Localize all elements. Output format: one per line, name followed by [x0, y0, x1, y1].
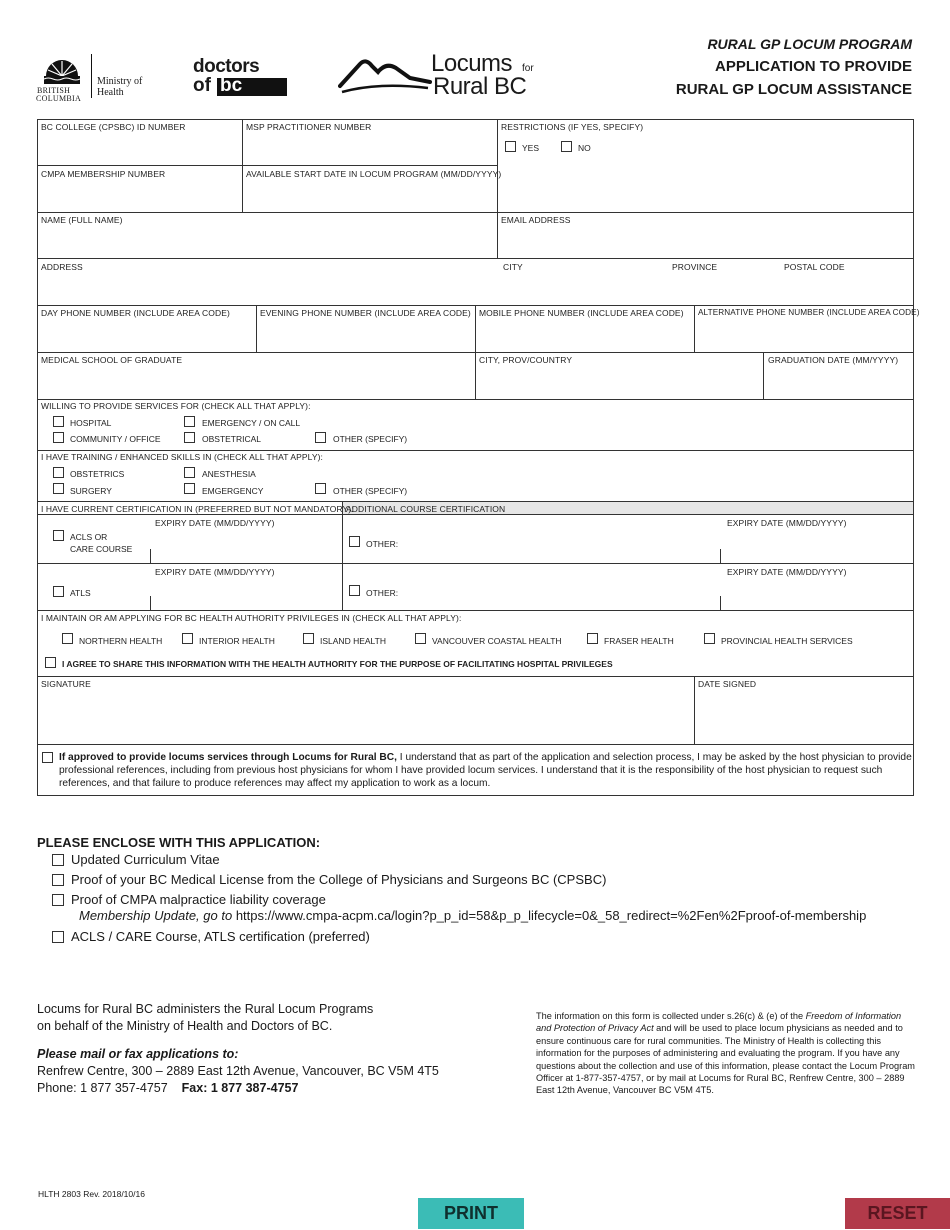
start-date-field[interactable]	[243, 179, 497, 212]
doctors-of-bc-logo	[193, 56, 288, 98]
admin-text-2: on behalf of the Ministry of Health and Doctors of BC.	[37, 1019, 333, 1033]
fax-number: Fax: 1 877 387-4757	[181, 1081, 299, 1095]
privacy-notice	[536, 1010, 916, 1097]
rural-bc-word: Rural BC	[433, 73, 527, 100]
locums-word: Locums	[431, 50, 513, 77]
date-signed-label: DATE SIGNED	[698, 679, 757, 689]
training-other-label: OTHER (SPECIFY)	[333, 486, 408, 496]
province-field[interactable]	[668, 272, 780, 305]
acls-label-1: ACLS OR	[70, 532, 108, 542]
island-health-checkbox[interactable]	[303, 633, 314, 644]
mail-heading: Please mail or fax applications to:	[37, 1047, 239, 1061]
row-divider	[37, 676, 914, 677]
med-school-label: MEDICAL SCHOOL OF GRADUATE	[41, 355, 183, 365]
print-button[interactable]: PRINT	[418, 1198, 524, 1229]
school-city-field[interactable]	[476, 365, 763, 399]
atls-label: ATLS	[70, 588, 91, 598]
address-field[interactable]	[38, 272, 497, 305]
logo-divider	[91, 54, 92, 98]
cmpa-number-field[interactable]	[38, 179, 242, 212]
community-office-label: COMMUNITY / OFFICE	[70, 434, 161, 444]
phone-number: Phone: 1 877 357-4757	[37, 1081, 168, 1095]
obstetrical-label: OBSTETRICAL	[202, 434, 262, 444]
hospital-checkbox[interactable]	[53, 416, 64, 427]
other-cert-2-label: OTHER:	[366, 588, 399, 598]
enclose-cmpa-checkbox[interactable]	[52, 894, 64, 906]
row-divider	[37, 165, 497, 166]
full-name-field[interactable]	[38, 225, 497, 258]
cmpa-membership-note	[79, 908, 866, 923]
hospital-label: HOSPITAL	[70, 418, 112, 428]
enclose-license-checkbox[interactable]	[52, 874, 64, 886]
restrictions-label: RESTRICTIONS (IF YES, SPECIFY)	[501, 122, 644, 132]
cmpa-url-link[interactable]: https://www.cmpa-acpm.ca/login?p_p_id=58&p_p_lifecycle=0&_58_redirect=%2Fen%2Fproof-of-membership	[232, 908, 867, 923]
bc-logo-text-1: BRITISH	[37, 86, 71, 95]
day-phone-label: DAY PHONE NUMBER (INCLUDE AREA CODE)	[41, 308, 230, 318]
bc-government-logo	[36, 52, 156, 103]
training-label: I HAVE TRAINING / ENHANCED SKILLS IN (CHECK ALL THAT APPLY):	[41, 452, 324, 462]
date-signed-field[interactable]	[695, 690, 913, 744]
row-divider	[37, 399, 914, 400]
cpsbc-id-label: BC COLLEGE (CPSBC) ID NUMBER	[41, 122, 186, 132]
vancouver-coastal-checkbox[interactable]	[415, 633, 426, 644]
grad-date-field[interactable]	[764, 365, 913, 399]
other-cert-2-field[interactable]	[400, 577, 718, 610]
acls-expiry-label: EXPIRY DATE (MM/DD/YYYY)	[155, 518, 275, 528]
enclose-acls-checkbox[interactable]	[52, 931, 64, 943]
privileges-label: I MAINTAIN OR AM APPLYING FOR BC HEALTH AUTHORITY PRIVILEGES IN (CHECK ALL THAT APPLY):	[41, 613, 462, 623]
col-divider	[342, 501, 343, 610]
row-divider	[37, 514, 914, 515]
locums-rural-bc-logo	[338, 50, 543, 100]
interior-health-checkbox[interactable]	[182, 633, 193, 644]
form-code: HLTH 2803 Rev. 2018/10/16	[38, 1189, 145, 1199]
bc-logo-text-2: COLUMBIA	[36, 94, 82, 103]
city-label: CITY	[503, 262, 523, 272]
row-divider	[37, 744, 914, 745]
training-other-checkbox[interactable]	[315, 483, 326, 494]
vancouver-coastal-label: VANCOUVER COASTAL HEALTH	[432, 636, 562, 646]
evening-phone-field[interactable]	[257, 318, 475, 352]
expiry-tick	[720, 549, 721, 563]
address-label: ADDRESS	[41, 262, 83, 272]
med-school-field[interactable]	[38, 365, 475, 399]
row-divider	[37, 450, 914, 451]
cpsbc-id-field[interactable]	[38, 132, 242, 165]
references-text-1: I understand that as part of the application and selection process, I may be asked by the host physician to provide	[396, 752, 912, 763]
for-word: for	[522, 63, 534, 74]
restrictions-yes-checkbox[interactable]	[505, 141, 516, 152]
postal-code-field[interactable]	[780, 272, 913, 305]
full-name-label: NAME (FULL NAME)	[41, 215, 123, 225]
enclose-acls-label: ACLS / CARE Course, ATLS certification (preferred)	[71, 929, 370, 944]
references-text-3: references, and that failure to produce references may affect my application to work as a locum.	[59, 778, 491, 789]
enclose-heading: PLEASE ENCLOSE WITH THIS APPLICATION:	[37, 835, 321, 850]
surgery-checkbox[interactable]	[53, 483, 64, 494]
surgery-label: SURGERY	[70, 486, 112, 496]
mobile-phone-field[interactable]	[476, 318, 694, 352]
fraser-health-label: FRASER HEALTH	[604, 636, 674, 646]
expiry-tick	[150, 549, 151, 563]
obstetrics-label: OBSTETRICS	[70, 469, 125, 479]
form-title-1: APPLICATION TO PROVIDE	[715, 58, 912, 75]
provincial-health-checkbox[interactable]	[704, 633, 715, 644]
agree-share-checkbox[interactable]	[45, 657, 56, 668]
evening-phone-label: EVENING PHONE NUMBER (INCLUDE AREA CODE)	[260, 308, 471, 318]
other-cert-2-expiry-field[interactable]	[722, 577, 913, 610]
grad-date-label: GRADUATION DATE (MM/YYYY)	[768, 355, 899, 365]
signature-field[interactable]	[38, 690, 694, 744]
mountain-icon	[338, 52, 433, 96]
cmpa-note-italic: Membership Update, go to	[79, 908, 233, 923]
bc-badge-text: bc	[220, 75, 243, 96]
agree-share-label: I AGREE TO SHARE THIS INFORMATION WITH THE HEALTH AUTHORITY FOR THE PURPOSE OF FACILITATING HOSPITAL PRIVILEGES	[62, 659, 613, 669]
row-divider	[37, 563, 914, 564]
references-checkbox[interactable]	[42, 752, 53, 763]
bc-badge	[217, 75, 287, 96]
row-divider	[37, 212, 914, 213]
atls-expiry-field[interactable]	[152, 577, 341, 610]
signature-label: SIGNATURE	[41, 679, 91, 689]
obstetrics-checkbox[interactable]	[53, 467, 64, 478]
interior-health-label: INTERIOR HEALTH	[199, 636, 275, 646]
privacy-text-1: The information on this form is collected under s.26(c) & (e) of the	[536, 1011, 806, 1021]
other-cert-1-field[interactable]	[400, 529, 718, 563]
obstetrical-checkbox[interactable]	[184, 432, 195, 443]
city-field[interactable]	[498, 272, 668, 305]
other-cert-1-expiry-label: EXPIRY DATE (MM/DD/YYYY)	[727, 518, 847, 528]
reset-button[interactable]: RESET	[845, 1198, 950, 1229]
references-text-2: professional references, including from previous host physicians for whom I have provided locum services. I understand that it is the responsibility of the host physician to request such	[59, 765, 883, 776]
island-health-label: ISLAND HEALTH	[320, 636, 386, 646]
program-name: RURAL GP LOCUM PROGRAM	[707, 36, 912, 52]
bc-sun-icon	[40, 52, 84, 86]
province-label: PROVINCE	[672, 262, 718, 272]
northern-health-checkbox[interactable]	[62, 633, 73, 644]
row-divider	[37, 610, 914, 611]
alt-phone-field[interactable]	[695, 318, 913, 352]
other-cert-1-label: OTHER:	[366, 539, 399, 549]
emergency-training-label: EMGERGENCY	[202, 486, 264, 496]
acls-checkbox[interactable]	[53, 530, 64, 541]
acls-expiry-field[interactable]	[152, 529, 341, 563]
atls-checkbox[interactable]	[53, 586, 64, 597]
restrictions-specify-field[interactable]	[498, 158, 913, 212]
acls-label-2: CARE COURSE	[70, 544, 133, 554]
emergency-training-checkbox[interactable]	[184, 483, 195, 494]
msp-number-label: MSP PRACTITIONER NUMBER	[246, 122, 372, 132]
enclose-cv-label: Updated Curriculum Vitae	[71, 852, 220, 867]
doctors-word: doctors	[193, 56, 260, 77]
school-city-label: CITY, PROV/COUNTRY	[479, 355, 573, 365]
contact-line	[37, 1081, 298, 1095]
ministry-text-1: Ministry of	[97, 76, 143, 87]
day-phone-field[interactable]	[38, 318, 256, 352]
enclose-cv-checkbox[interactable]	[52, 854, 64, 866]
other-cert-2-expiry-label: EXPIRY DATE (MM/DD/YYYY)	[727, 567, 847, 577]
of-word: of	[193, 75, 211, 96]
form-title-2: RURAL GP LOCUM ASSISTANCE	[675, 81, 912, 98]
fraser-health-checkbox[interactable]	[587, 633, 598, 644]
restrictions-no-label: NO	[578, 143, 591, 153]
foippa-act-name: Freedom of Information and Protection of Privacy Act	[536, 1011, 902, 1034]
privacy-text-2: and will be used to place locum physicians as needed and to ensure continuous care for rural communities. The Ministry of Health is collecting this information for the purposes of administering and evaluating the program. If you have any questions about the collection and use of this information, please contact the Locum Program Officer at 1-877-357-4757, or by mail at Locums for Rural BC, Renfrew Centre, 300 – 2889 East 12th Avenue, Vancouver BC V5M 4T5.	[536, 1023, 915, 1096]
postal-code-label: POSTAL CODE	[784, 262, 845, 272]
other-cert-1-expiry-field[interactable]	[722, 529, 913, 563]
ministry-text-2: Health	[97, 87, 124, 98]
additional-cert-label: ADDITIONAL COURSE CERTIFICATION	[346, 504, 506, 514]
references-bold: If approved to provide locums services through Locums for Rural BC,	[59, 752, 397, 763]
services-other-checkbox[interactable]	[315, 432, 326, 443]
email-label: EMAIL ADDRESS	[501, 215, 571, 225]
emergency-oncall-checkbox[interactable]	[184, 416, 195, 427]
certification-label: I HAVE CURRENT CERTIFICATION IN (PREFERRED BUT NOT MANDATORY):	[41, 504, 354, 514]
msp-number-field[interactable]	[243, 132, 497, 165]
references-statement	[59, 751, 912, 790]
admin-text-1: Locums for Rural BC administers the Rural Locum Programs	[37, 1002, 374, 1016]
expiry-tick	[150, 596, 151, 610]
restrictions-yes-label: YES	[522, 143, 540, 153]
cmpa-number-label: CMPA MEMBERSHIP NUMBER	[41, 169, 166, 179]
anesthesia-label: ANESTHESIA	[202, 469, 256, 479]
emergency-oncall-label: EMERGENCY / ON CALL	[202, 418, 301, 428]
services-other-label: OTHER (SPECIFY)	[333, 434, 408, 444]
alt-phone-label: ALTERNATIVE PHONE NUMBER (INCLUDE AREA CODE)	[698, 308, 920, 317]
provincial-health-label: PROVINCIAL HEALTH SERVICES	[721, 636, 853, 646]
email-field[interactable]	[498, 225, 913, 258]
start-date-label: AVAILABLE START DATE IN LOCUM PROGRAM (MM/DD/YYYY)	[246, 169, 502, 179]
atls-expiry-label: EXPIRY DATE (MM/DD/YYYY)	[155, 567, 275, 577]
other-cert-1-checkbox[interactable]	[349, 536, 360, 547]
other-cert-2-checkbox[interactable]	[349, 585, 360, 596]
restrictions-no-checkbox[interactable]	[561, 141, 572, 152]
northern-health-label: NORTHERN HEALTH	[79, 636, 163, 646]
mail-address: Renfrew Centre, 300 – 2889 East 12th Avenue, Vancouver, BC V5M 4T5	[37, 1064, 439, 1078]
expiry-tick	[720, 596, 721, 610]
row-divider	[37, 258, 914, 259]
enclose-license-label: Proof of your BC Medical License from the College of Physicians and Surgeons BC (CPSBC)	[71, 872, 607, 887]
services-label: WILLING TO PROVIDE SERVICES FOR (CHECK ALL THAT APPLY):	[41, 401, 311, 411]
enclose-cmpa-label: Proof of CMPA malpractice liability coverage	[71, 892, 326, 907]
anesthesia-checkbox[interactable]	[184, 467, 195, 478]
mobile-phone-label: MOBILE PHONE NUMBER (INCLUDE AREA CODE)	[479, 308, 684, 318]
community-office-checkbox[interactable]	[53, 432, 64, 443]
